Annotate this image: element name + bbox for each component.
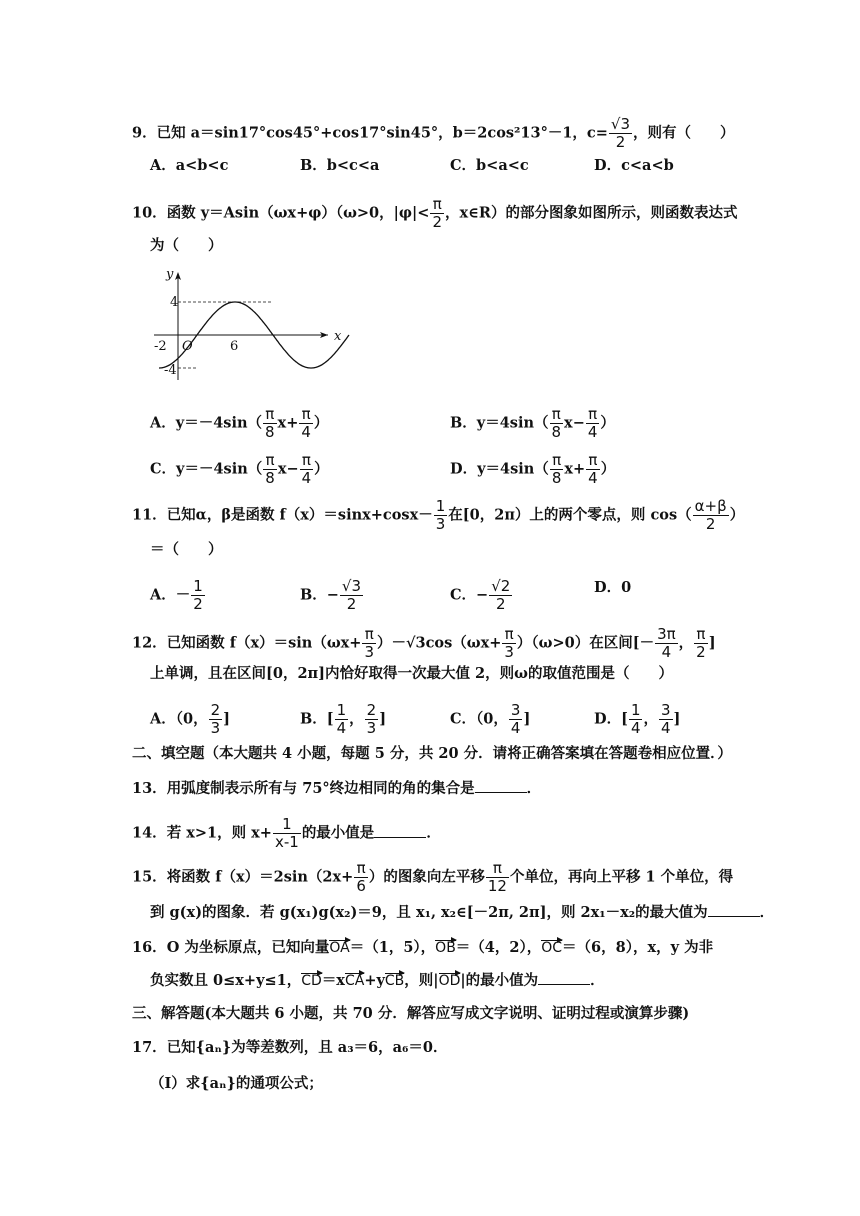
question-13: 13．用弧度制表示所有与 75°终边相同的角的集合是 ． <box>132 780 542 797</box>
question-number: 17． <box>132 1039 167 1056</box>
question-16-cont: 负实数且 0≤x+y≤1，CD＝xCA+yCB，则|OD|的最小值为 ． <box>150 972 605 989</box>
option-d: D．c<a<b <box>594 157 674 174</box>
y-tick-pos: 4 <box>170 295 179 310</box>
question-number: 12． <box>132 634 167 652</box>
question-9: 9．已知 a＝sin17°cos45°+cos17°sin45°，b＝2cos²13°－1，c= $\frac{√3}{2}$ ，则有（ ） <box>132 115 735 151</box>
option-b: B．y＝4sin（ $\frac{\pi}{8}$ x− $\frac{\pi}{4}$ ） <box>450 405 615 441</box>
option-b: B．b<c<a <box>300 157 380 174</box>
option-a: A．y＝－4sin（ $\frac{\pi}{8}$ x+ $\frac{\pi}{4}$ ） <box>150 405 329 441</box>
answer-blank[interactable] <box>538 970 590 985</box>
y-tick-neg: -4 <box>164 363 177 378</box>
option-c: C．b<a<c <box>450 157 529 174</box>
fraction: $\frac{\alpha+\beta}{2}$ <box>694 497 727 533</box>
question-number: 13． <box>132 780 167 797</box>
option-b: B．− $\frac{√3}{2}$ <box>300 577 362 613</box>
question-text: 已知 a＝sin17°cos45°+cos17°sin45°，b＝2cos²13°－1，c= <box>156 124 608 142</box>
y-axis-label: y <box>166 268 174 282</box>
question-15-cont: 到 g(x)的图象．若 g(x₁)g(x₂)＝9，且 x₁, x₂∈[－2π, 2π]，则 2x₁－x₂的最大值为 ． <box>150 904 775 921</box>
section-heading-fill-blank: 二、填空题（本大题共 4 小题，每题 5 分，共 20 分．请将正确答案填在答题卷相应位置．） <box>132 745 732 762</box>
question-12: 12．已知函数 f（x）＝sin（ωx+ $\frac{\pi}{3}$ ）－√3cos（ωx+ $\frac{\pi}{3}$ ）（ω>0）在区间[－ $\frac{3\pi}{4}$ ， $\frac{\pi}{2}$ ] <box>132 625 716 661</box>
origin-label: O <box>182 339 193 354</box>
fraction: $\frac{√3}{2}$ <box>610 115 631 151</box>
question-17-part-1: （Ⅰ）求{aₙ}的通项公式； <box>150 1075 323 1092</box>
question-number: 10． <box>132 204 167 222</box>
option-a: A．（0， $\frac{2}{3}$ ] <box>150 701 231 737</box>
question-number: 14． <box>132 824 167 842</box>
option-a: A．a<b<c <box>150 157 229 174</box>
x-tick-neg: -2 <box>154 339 167 354</box>
option-c: C．（0， $\frac{3}{4}$ ] <box>450 701 531 737</box>
option-c: C．− $\frac{√2}{2}$ <box>450 577 511 613</box>
option-c: C．y＝－4sin（ $\frac{\pi}{8}$ x− $\frac{\pi}{4}$ ） <box>150 451 329 487</box>
option-a: A．－ $\frac{1}{2}$ <box>150 577 203 613</box>
question-10: 10．函数 y＝Asin（ωx+φ）（ω>0，|φ|< $\frac{\pi}{2}$ ，x∈R）的部分图象如图所示，则函数表达式 <box>132 195 738 231</box>
question-11-cont: ＝（ ） <box>150 541 223 558</box>
option-d: D．y＝4sin（ $\frac{\pi}{8}$ x+ $\frac{\pi}{4}$ ） <box>450 451 616 487</box>
fraction: $\frac{\pi}{2}$ <box>432 195 443 231</box>
answer-blank[interactable] <box>708 902 760 917</box>
question-10-cont: 为（ ） <box>150 237 223 254</box>
question-16: 16．O 为坐标原点，已知向量OA＝（1，5），OB＝（4，2），OC＝（6，8），x，y 为非 <box>132 939 714 956</box>
answer-blank[interactable] <box>475 778 527 793</box>
question-15: 15．将函数 f（x）＝2sin（2x+ $\frac{\pi}{6}$ ）的图象向左平移 $\frac{\pi}{12}$ 个单位，再向上平移 1 个单位，得 <box>132 859 734 895</box>
section-heading-solve: 三、解答题(本大题共 6 小题，共 70 分．解答应写成文字说明、证明过程或演算步骤) <box>132 1005 690 1022</box>
x-axis-label: x <box>334 329 342 344</box>
option-d: D．0 <box>594 579 632 596</box>
option-d: D．[ $\frac{1}{4}$ ， $\frac{3}{4}$ ] <box>594 701 681 737</box>
sine-graph <box>150 268 350 388</box>
x-tick-pos: 6 <box>230 339 239 354</box>
question-11: 11．已知α，β是函数 f（x）＝sinx+cosx－ $\frac{1}{3}$ 在[0，2π）上的两个零点，则 cos（ $\frac{\alpha+\beta}{2}$ ） <box>132 497 745 533</box>
fraction: $\frac{1}{3}$ <box>435 497 446 533</box>
question-number: 15． <box>132 868 167 886</box>
question-number: 11． <box>132 506 167 524</box>
question-number: 16． <box>132 939 167 956</box>
question-number: 9． <box>132 124 157 142</box>
question-14: 14．若 x>1，则 x+ $\frac{1}{x-1}$ 的最小值是 ． <box>132 815 441 851</box>
option-b: B．[ $\frac{1}{4}$ ， $\frac{2}{3}$ ] <box>300 701 387 737</box>
answer-blank[interactable] <box>374 823 426 838</box>
question-12-cont: 上单调，且在区间[0，2π]内恰好取得一次最大值 2，则ω的取值范围是（ ） <box>150 665 673 682</box>
question-17: 17．已知{aₙ}为等差数列，且 a₃＝6，a₆＝0． <box>132 1039 448 1056</box>
